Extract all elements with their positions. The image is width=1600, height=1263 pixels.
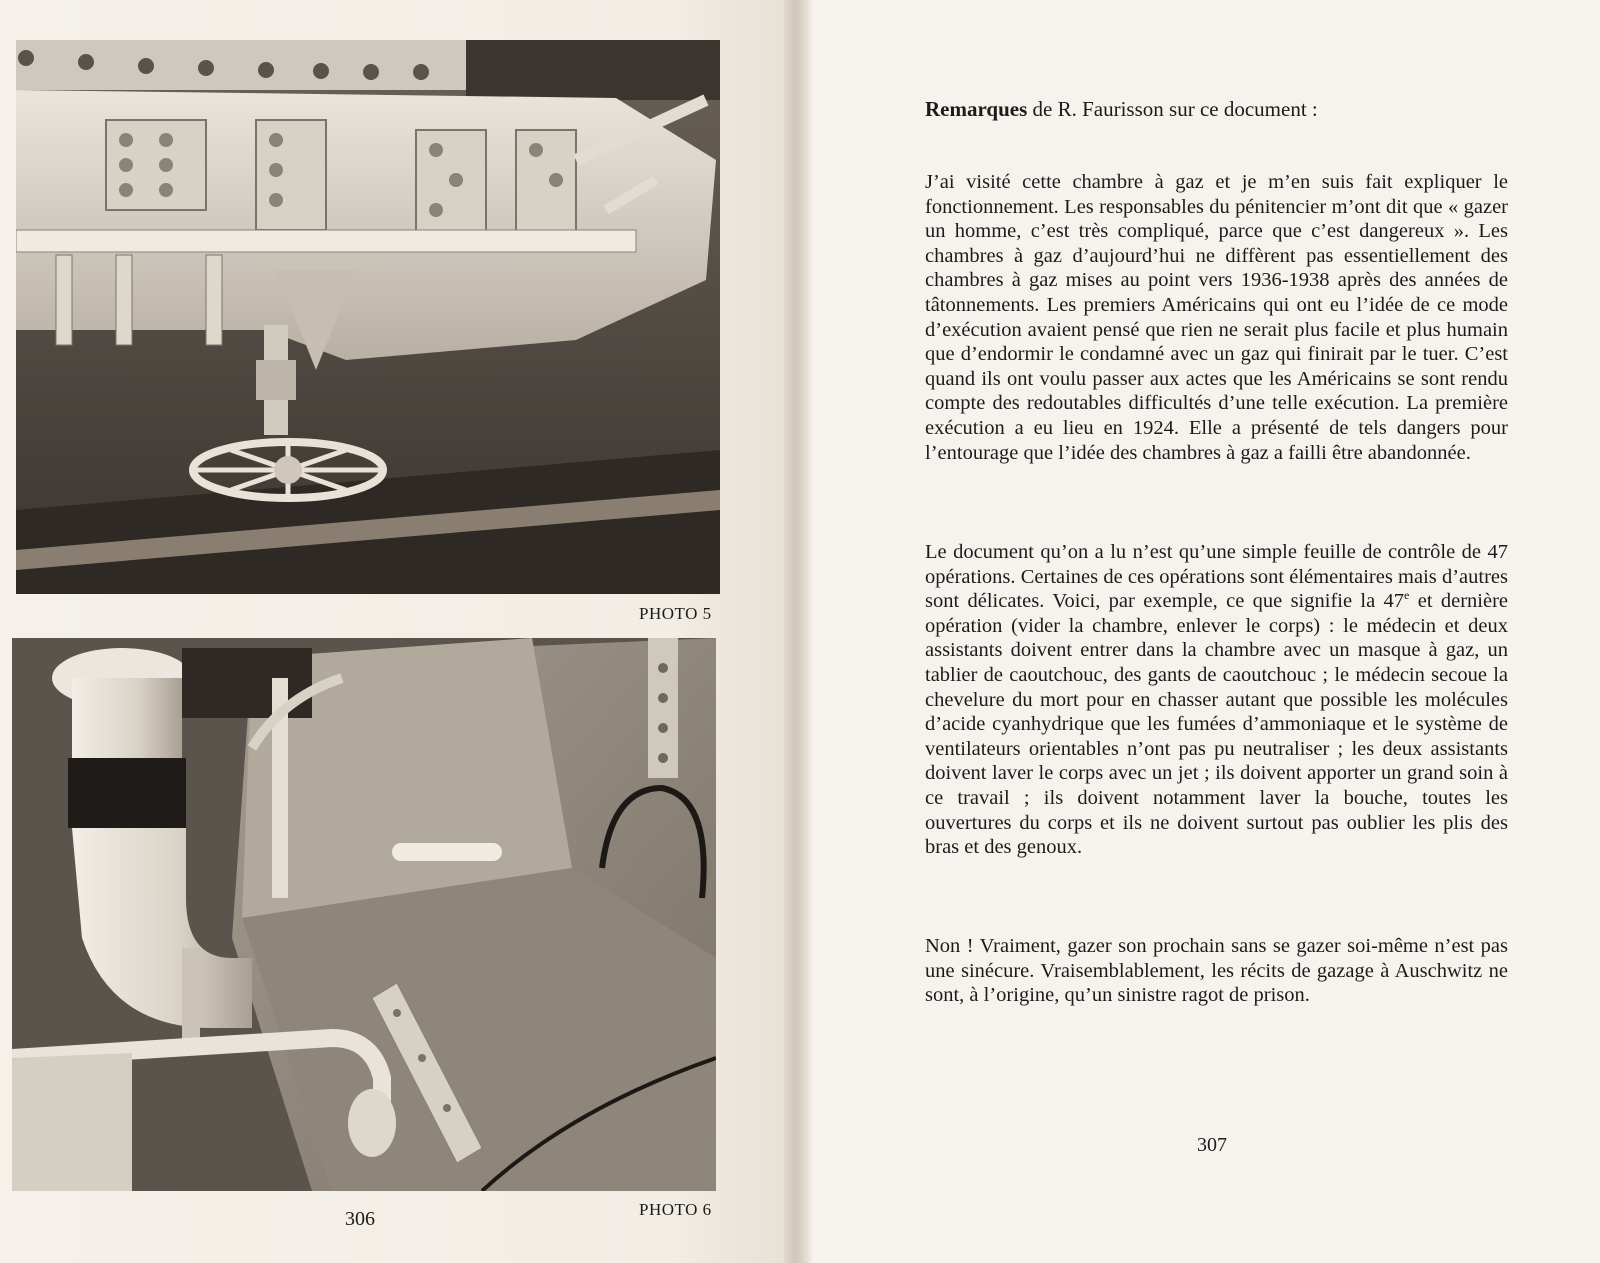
paragraph-1: J’ai visité cette chambre à gaz et je m’en suis fait expliquer le fonctionnement. Les responsables du pénitencier m’ont dit que « gazer un homme, c’est très compliqué, parce que c’est dangereux ». Les chambres à gaz d’aujourd’hui ne diffèrent pas essentiellement des chambres à gaz mises au point vers 1936-1938 après des années de tâtonnements. Les premiers Américains qui ont eu l’idée de ce mode d’exécution avaient pensé que rien ne serait plus facile et plus humain que d’endormir le condamné avec un gaz qui finirait par le tuer. C’est quand ils ont voulu passer aux actes que les Américains se sont rendu compte des redoutables difficultés d’une telle exécution. La première exécution a eu lieu en 1924. Elle a présenté de tels dangers pour l’entourage que l’idée des chambres à gaz a failli être abandonnée. (925, 171, 1508, 464)
book-gutter (784, 0, 812, 1263)
photo-6-caption: PHOTO 6 (639, 1200, 712, 1219)
commentary-heading (925, 97, 1318, 122)
page-number-left: 306 (345, 1208, 375, 1230)
photo-5-illustration (16, 40, 720, 594)
paragraph-2 (925, 540, 1508, 860)
photo-5-caption: PHOTO 5 (639, 604, 712, 623)
heading-bold: Remarques (925, 97, 1028, 121)
paragraph-2-start: Le document qu’on a lu n’est qu’une simple feuille de contrôle de 47 opérations. Certaines de ces opérations sont élémentaires mais d’autres sont délicates. Voici, par exemple, ce que signifie la 47 (925, 541, 1508, 613)
photo-5-gas-chamber-mechanism (16, 40, 720, 594)
page-number-right: 307 (1197, 1134, 1227, 1156)
ordinal-superscript: e (1404, 588, 1410, 603)
paragraph-3: Non ! Vraiment, gazer son prochain sans se gazer soi-même n’est pas une sinécure. Vraisemblablement, les récits de gazage à Auschwitz ne sont, à l’origine, qu’un sinistre ragot de prison. (925, 935, 1508, 1007)
left-page (0, 0, 790, 1263)
paragraph-2-end: et dernière opération (vider la chambre, enlever le corps) : le médecin et deux assistants doivent entrer dans la chambre avec un masque à gaz, un tablier de caoutchouc, des gants de caoutchouc ; le médecin secoue la chevelure du mort pour en chasser autant que possible les molécules d’acide cyanhydrique que les fumées d’ammoniaque et le système de ventilateurs orientables n’ont pas pu neutraliser ; les deux assistants doivent laver le corps avec un jet ; ils doivent apporter un grand soin à ce travail ; ils doivent notamment laver la bouche, toutes les ouvertures du corps et ils ne doivent surtout pas oublier les plis des bras et des genoux. (925, 590, 1508, 859)
photo-6-gas-chamber-exterior (12, 638, 716, 1191)
photo-6-illustration (12, 638, 716, 1191)
heading-rest: de R. Faurisson sur ce document : (1027, 97, 1318, 121)
